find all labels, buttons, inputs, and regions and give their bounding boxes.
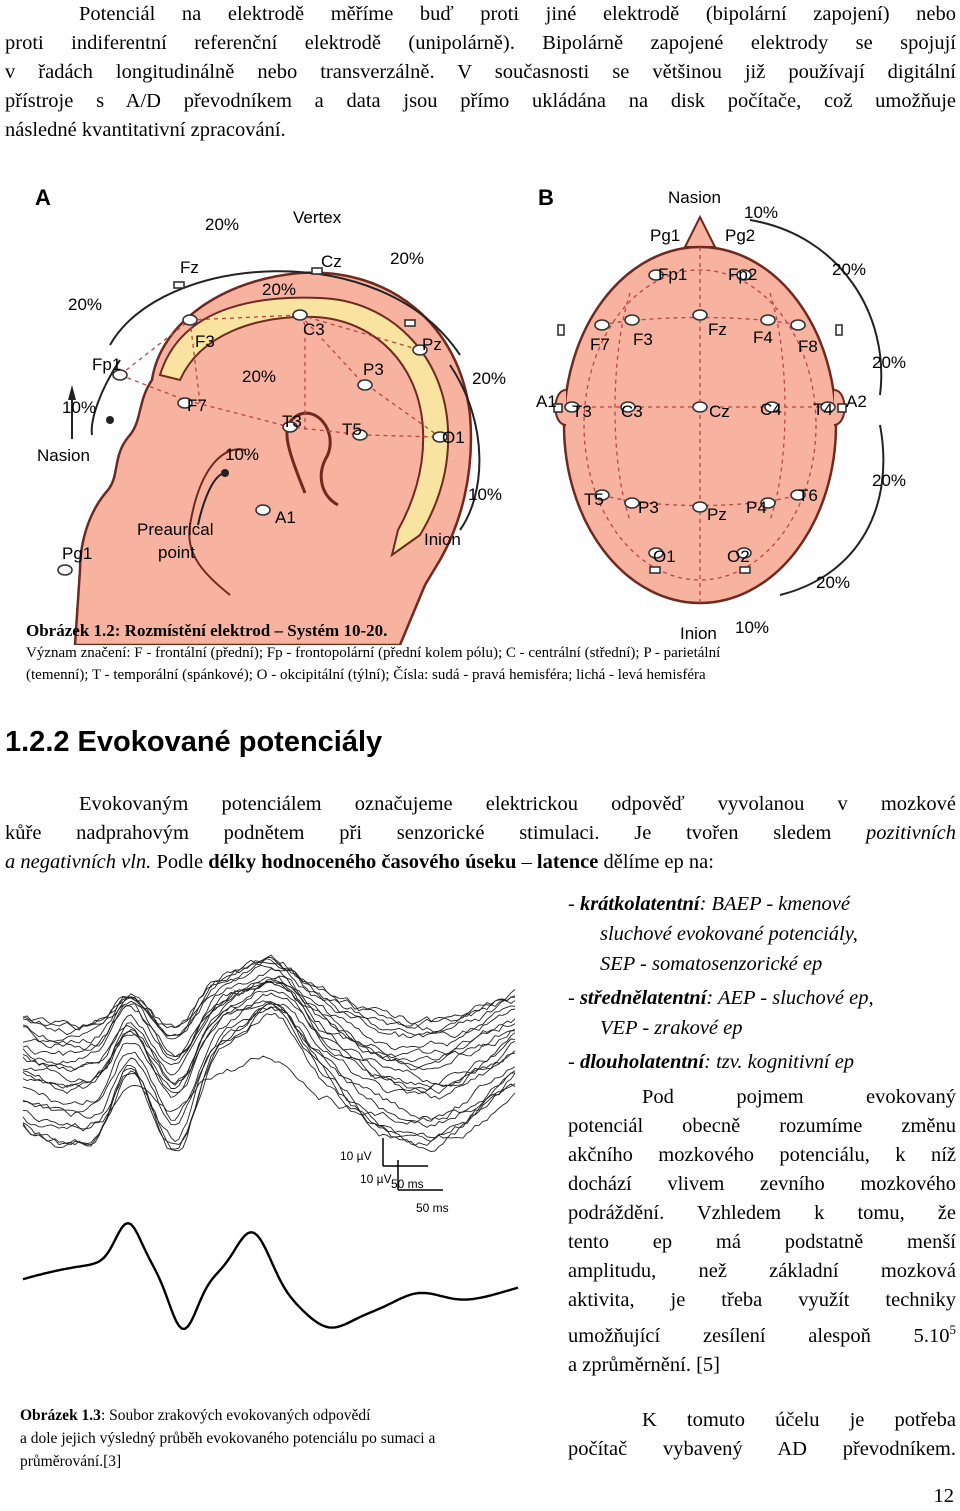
section-line-2-text: kůře nadprahovým podnětem při senzorické stimulaci. Je tvořen sledem bbox=[5, 822, 832, 844]
right-line-11: K tomuto účelu je potřeba bbox=[642, 1408, 956, 1431]
intro-line-1: Potenciál na elektrodě měříme buď proti jiné elektrodě (bipolární zapojení) nebo bbox=[79, 3, 956, 25]
nose-shape bbox=[685, 217, 715, 247]
label-c3-a: C3 bbox=[303, 320, 325, 339]
trace-line bbox=[23, 976, 515, 1057]
nasion-dot bbox=[106, 416, 114, 424]
label-pz-b: Pz bbox=[707, 505, 727, 524]
list-item-1-cont-1: sluchové evokované potenciály, bbox=[600, 923, 858, 945]
figure-1-2-caption bbox=[26, 620, 946, 686]
label-t5-a: T5 bbox=[342, 420, 362, 439]
figure-1-3-caption-line-1 bbox=[20, 1404, 540, 1427]
head-top-panel bbox=[536, 185, 906, 643]
scale-bar-1-uv: 10 µV bbox=[340, 1149, 372, 1163]
right-line-2: potenciál obecně rozumíme změnu bbox=[568, 1115, 956, 1137]
label-pg1-b: Pg1 bbox=[650, 226, 681, 245]
figure-1-2-caption-line-2: (temenní); T - temporální (spánkové); O - okcipitální (týlní); Čísla: sudá - pravá hemisféra; lichá - levá hemisféra bbox=[26, 667, 706, 683]
section-line-3 bbox=[5, 848, 956, 877]
label-10-top-b: 10% bbox=[744, 203, 779, 222]
intro-line-3: v řadách longitudinálně nebo transverzálně. V současnosti se většinou již používají digitální bbox=[5, 61, 956, 83]
overlaid-traces bbox=[23, 955, 515, 1151]
label-o1-b: O1 bbox=[653, 547, 676, 566]
label-f7-b: F7 bbox=[590, 335, 610, 354]
label-p3-a: P3 bbox=[363, 360, 384, 379]
list-item-3-text: : tzv. kognitivní ep bbox=[704, 1051, 855, 1073]
evoked-potentials-figure bbox=[18, 898, 528, 1388]
trace-line bbox=[23, 1002, 515, 1105]
panel-b-label: B bbox=[538, 185, 554, 210]
figure-1-2-caption-line-1: Význam značení: F - frontální (přední); Fp - frontopolární (přední kolem pólu); C - centrální (střední); P - parietální bbox=[26, 645, 721, 661]
section-line-1: Evokovaným potenciálem označujeme elektrickou odpověď vyvolanou v mozkové bbox=[79, 793, 956, 815]
label-20-right-top: 20% bbox=[390, 249, 425, 268]
trace-line bbox=[23, 981, 515, 1075]
list-item-2-cont-1: VEP - zrakové ep bbox=[600, 1017, 743, 1039]
label-p3-b: P3 bbox=[638, 498, 659, 517]
section-paragraph bbox=[5, 790, 956, 877]
list-item-2-dash: - bbox=[568, 987, 580, 1009]
label-20-right: 20% bbox=[472, 369, 507, 388]
label-10-bottom-b: 10% bbox=[735, 618, 770, 637]
label-fp1-a: Fp1 bbox=[92, 355, 122, 374]
label-f8-b: F8 bbox=[798, 337, 818, 356]
intro-line-5: následné kvantitativní zpracování. bbox=[5, 119, 286, 141]
panel-a-label: A bbox=[35, 185, 51, 210]
label-c4-b: C4 bbox=[760, 400, 782, 419]
label-10-ear: 10% bbox=[225, 445, 260, 464]
list-item-1-text: : BAEP - kmenové bbox=[699, 893, 851, 915]
scale-bar-1-ms: 50 ms bbox=[391, 1177, 424, 1191]
scale-bar-2-uv: 10 µV bbox=[360, 1172, 392, 1186]
label-t3-b: T3 bbox=[572, 402, 592, 421]
section-line-3-c: dělíme ep na: bbox=[598, 851, 714, 873]
label-f3-b: F3 bbox=[633, 330, 653, 349]
label-20-b-2: 20% bbox=[872, 353, 907, 372]
electrode-placement-figure bbox=[20, 175, 940, 645]
page-number: 12 bbox=[933, 1485, 954, 1507]
figure-1-3-caption bbox=[20, 1404, 540, 1473]
label-a1-b: A1 bbox=[536, 392, 557, 411]
label-20-b-3: 20% bbox=[872, 471, 907, 490]
label-10-left: 10% bbox=[62, 398, 97, 417]
section-heading: 1.2.2 Evokované potenciály bbox=[5, 726, 383, 758]
label-c3-b: C3 bbox=[621, 402, 643, 421]
list-item-2-term: střednělatentní bbox=[579, 987, 707, 1009]
label-t6-b: T6 bbox=[798, 486, 818, 505]
label-t4-b: T4 bbox=[813, 400, 833, 419]
figure-1-3-caption-line-2: a dole jejich výsledný průběh evokovaného potenciálu po sumaci a bbox=[20, 1430, 436, 1447]
right-line-10: a zprůměrnění. [5] bbox=[568, 1353, 720, 1376]
trace-line bbox=[23, 964, 515, 1033]
right-line-12: počítač vybavený AD převodníkem. bbox=[568, 1437, 956, 1460]
ep-list bbox=[568, 889, 958, 1077]
section-line-3-italic: a negativních vln. bbox=[5, 851, 152, 873]
trace-line bbox=[23, 1004, 515, 1128]
label-f7-a: F7 bbox=[187, 396, 207, 415]
right-line-4: dochází vlivem zevního mozkového bbox=[568, 1173, 956, 1195]
label-p4-b: P4 bbox=[746, 498, 767, 517]
label-preaurical-2: point bbox=[158, 543, 195, 562]
section-line-3-a: Podle bbox=[151, 851, 209, 873]
label-pg1-a: Pg1 bbox=[62, 544, 93, 563]
preaurical-dot bbox=[221, 469, 229, 477]
figure-1-3-caption-rest: oubor zrakových evokovaných odpovědí bbox=[117, 1407, 371, 1424]
label-20-mid: 20% bbox=[242, 367, 277, 386]
label-nasion-b: Nasion bbox=[668, 188, 721, 207]
label-a1-a: A1 bbox=[275, 508, 296, 527]
trace-line bbox=[23, 955, 515, 1041]
right-line-9 bbox=[568, 1315, 956, 1351]
label-fp2-b: Fp2 bbox=[728, 265, 758, 284]
figure-1-2-caption-title: Obrázek 1.2: Rozmístění elektrod – Systém 10-20. bbox=[26, 621, 388, 640]
head-profile-shape bbox=[75, 273, 471, 645]
right-line-6: tento ep má podstatně menší bbox=[568, 1231, 956, 1253]
label-o1-a: O1 bbox=[442, 428, 465, 447]
label-20-left: 20% bbox=[68, 295, 103, 314]
label-20-b-4: 20% bbox=[816, 573, 851, 592]
label-fz-b: Fz bbox=[708, 320, 727, 339]
list-item-1-cont-2: SEP - somatosenzorické ep bbox=[600, 953, 823, 975]
figure-1-3-caption-colon: : S bbox=[100, 1407, 118, 1424]
list-item-3-dash: - bbox=[568, 1051, 580, 1073]
label-fp1-b: Fp1 bbox=[658, 265, 688, 284]
list-item-1-dash: - bbox=[568, 893, 580, 915]
label-a2-b: A2 bbox=[846, 392, 867, 411]
list-item-1-term: krátkolatentní bbox=[579, 893, 700, 915]
scale-bar-2-ms: 50 ms bbox=[416, 1201, 449, 1215]
right-line-9-text: umožňující zesílení alespoň 5.10 bbox=[568, 1324, 950, 1347]
label-f3-a: F3 bbox=[195, 332, 215, 351]
trace-line bbox=[23, 990, 515, 1088]
right-paragraph bbox=[568, 1083, 956, 1464]
head-profile-panel bbox=[35, 185, 506, 645]
trace-line bbox=[23, 960, 515, 1036]
trace-line bbox=[23, 980, 515, 1064]
section-line-3-b: – bbox=[516, 851, 537, 873]
label-o2-b: O2 bbox=[727, 547, 750, 566]
right-line-3: akčního mozkového potenciálu, k níž bbox=[568, 1144, 956, 1166]
figure-1-3-caption-line-3: průměrování.[3] bbox=[20, 1453, 122, 1470]
label-pz-a: Pz bbox=[422, 335, 442, 354]
label-20-top: 20% bbox=[205, 215, 240, 234]
right-line-5: podráždění. Vzhledem k tomu, že bbox=[568, 1202, 956, 1224]
label-fz-a: Fz bbox=[180, 258, 199, 277]
intro-line-4: přístroje s A/D převodníkem a data jsou přímo ukládána na disk počítače, což umožňuje bbox=[5, 90, 956, 112]
label-pg2-b: Pg2 bbox=[725, 226, 756, 245]
right-line-9-sup: 5 bbox=[949, 1322, 956, 1337]
label-nasion-a: Nasion bbox=[37, 446, 90, 465]
section-line-3-bold-2: latence bbox=[536, 851, 599, 873]
list-item-3-term: dlouholatentní bbox=[579, 1051, 705, 1073]
figure-1-3-caption-bold: Obrázek 1.3 bbox=[20, 1407, 101, 1424]
list-item-mid-latency bbox=[568, 983, 958, 1013]
label-cz-a: Cz bbox=[321, 252, 342, 271]
section-line-2 bbox=[5, 819, 956, 848]
label-preaurical-1: Preaurical bbox=[137, 520, 214, 539]
label-10-inion: 10% bbox=[468, 485, 503, 504]
label-20-b-1: 20% bbox=[832, 260, 867, 279]
label-20-center: 20% bbox=[262, 280, 297, 299]
intro-line-2: proti indiferentní referenční elektrodě (unipolárně). Bipolárně zapojené elektrody se spojují bbox=[5, 32, 956, 54]
list-item-long-latency bbox=[568, 1047, 958, 1077]
list-item-2-text: : AEP - sluchové ep, bbox=[706, 987, 874, 1009]
label-vertex: Vertex bbox=[293, 208, 342, 227]
right-line-7: amplitudu, než základní mozková bbox=[568, 1260, 956, 1282]
section-line-3-bold: délky hodnoceného časového úseku bbox=[208, 851, 517, 873]
averaged-trace bbox=[23, 1223, 518, 1329]
label-inion-a: Inion bbox=[424, 530, 461, 549]
list-item-short-latency bbox=[568, 889, 958, 919]
section-line-2-italic: pozitivních bbox=[866, 822, 956, 844]
right-line-1: Pod pojmem evokovaný bbox=[642, 1086, 956, 1108]
right-line-8: aktivita, je třeba využít techniky bbox=[568, 1289, 956, 1311]
intro-paragraph bbox=[5, 0, 956, 145]
label-f4-b: F4 bbox=[753, 328, 773, 347]
label-t5-b: T5 bbox=[584, 490, 604, 509]
label-t3-a: T3 bbox=[282, 412, 302, 431]
label-cz-b: Cz bbox=[709, 402, 730, 421]
label-inion-b: Inion bbox=[680, 624, 717, 643]
